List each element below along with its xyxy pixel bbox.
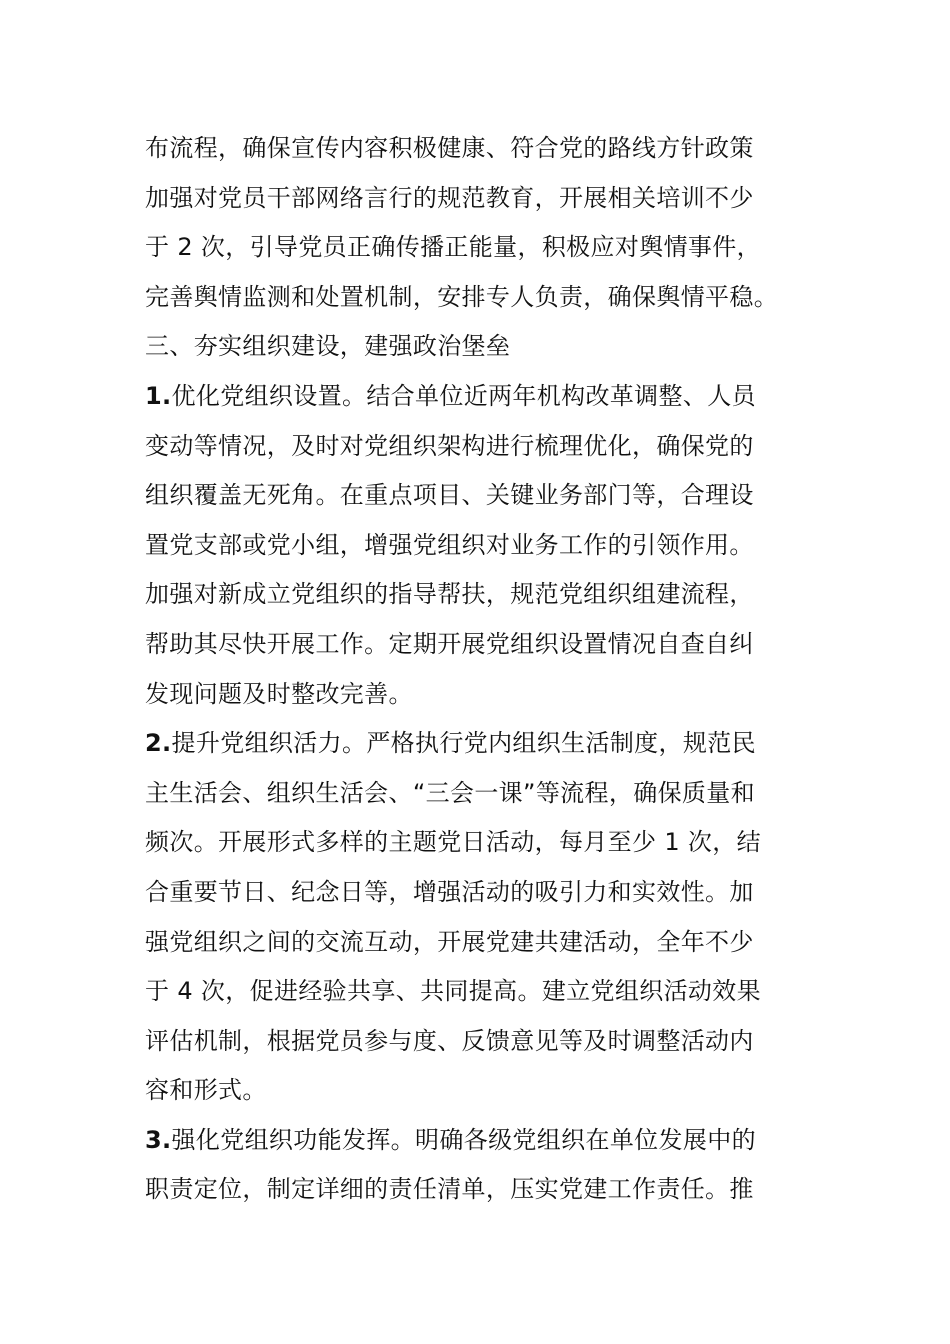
item-3-first-line	[145, 1116, 815, 1166]
item-number: 3.	[145, 1125, 172, 1154]
item-text: 提升党组织活力。严格执行党内组织生活制度，规范民	[171, 729, 756, 758]
section-heading: 三、夯实组织建设，建强政治堡垒	[145, 332, 511, 361]
paragraph-line: 加强对党员干部网络言行的规范教育，开展相关培训不少	[145, 183, 754, 212]
item-number: 1.	[145, 381, 172, 410]
item-2-first-line	[145, 719, 815, 769]
paragraph-line: 强党组织之间的交流互动，开展党建共建活动，全年不少	[145, 927, 754, 956]
paragraph-line: 组织覆盖无死角。在重点项目、关键业务部门等，合理设	[145, 481, 754, 510]
paragraph-line: 主生活会、组织生活会、“三会一课”等流程，确保质量和	[145, 778, 755, 807]
paragraph-line: 容和形式。	[145, 1076, 267, 1105]
item-1-first-line	[145, 372, 815, 422]
paragraph-line: 布流程，确保宣传内容积极健康、符合党的路线方针政策	[145, 134, 754, 162]
paragraph-line: 帮助其尽快开展工作。定期开展党组织设置情况自查自纠	[145, 629, 754, 658]
paragraph-line: 完善舆情监测和处置机制，安排专人负责，确保舆情平稳。	[145, 282, 779, 311]
paragraph-line: 置党支部或党小组，增强党组织对业务工作的引领作用。	[145, 530, 754, 559]
paragraph-line: 职责定位，制定详细的责任清单，压实党建工作责任。推	[145, 1175, 754, 1204]
paragraph-line: 频次。开展形式多样的主题党日活动，每月至少 1 次，结	[145, 828, 761, 857]
paragraph-line: 合重要节日、纪念日等，增强活动的吸引力和实效性。加	[145, 877, 754, 906]
paragraph-line: 加强对新成立党组织的指导帮扶，规范党组织组建流程，	[145, 580, 754, 609]
paragraph-line: 发现问题及时整改完善。	[145, 679, 413, 708]
paragraph-line: 变动等情况，及时对党组织架构进行梳理优化，确保党的	[145, 431, 754, 460]
item-number: 2.	[145, 729, 172, 758]
document-body	[145, 124, 815, 1215]
item-text: 强化党组织功能发挥。明确各级党组织在单位发展中的	[171, 1125, 756, 1154]
paragraph-line: 于 4 次，促进经验共享、共同提高。建立党组织活动效果	[145, 977, 761, 1006]
item-text: 优化党组织设置。结合单位近两年机构改革调整、人员	[171, 381, 756, 410]
paragraph-line: 于 2 次，引导党员正确传播正能量，积极应对舆情事件，	[145, 233, 761, 262]
paragraph-line: 评估机制，根据党员参与度、反馈意见等及时调整活动内	[145, 1026, 754, 1055]
